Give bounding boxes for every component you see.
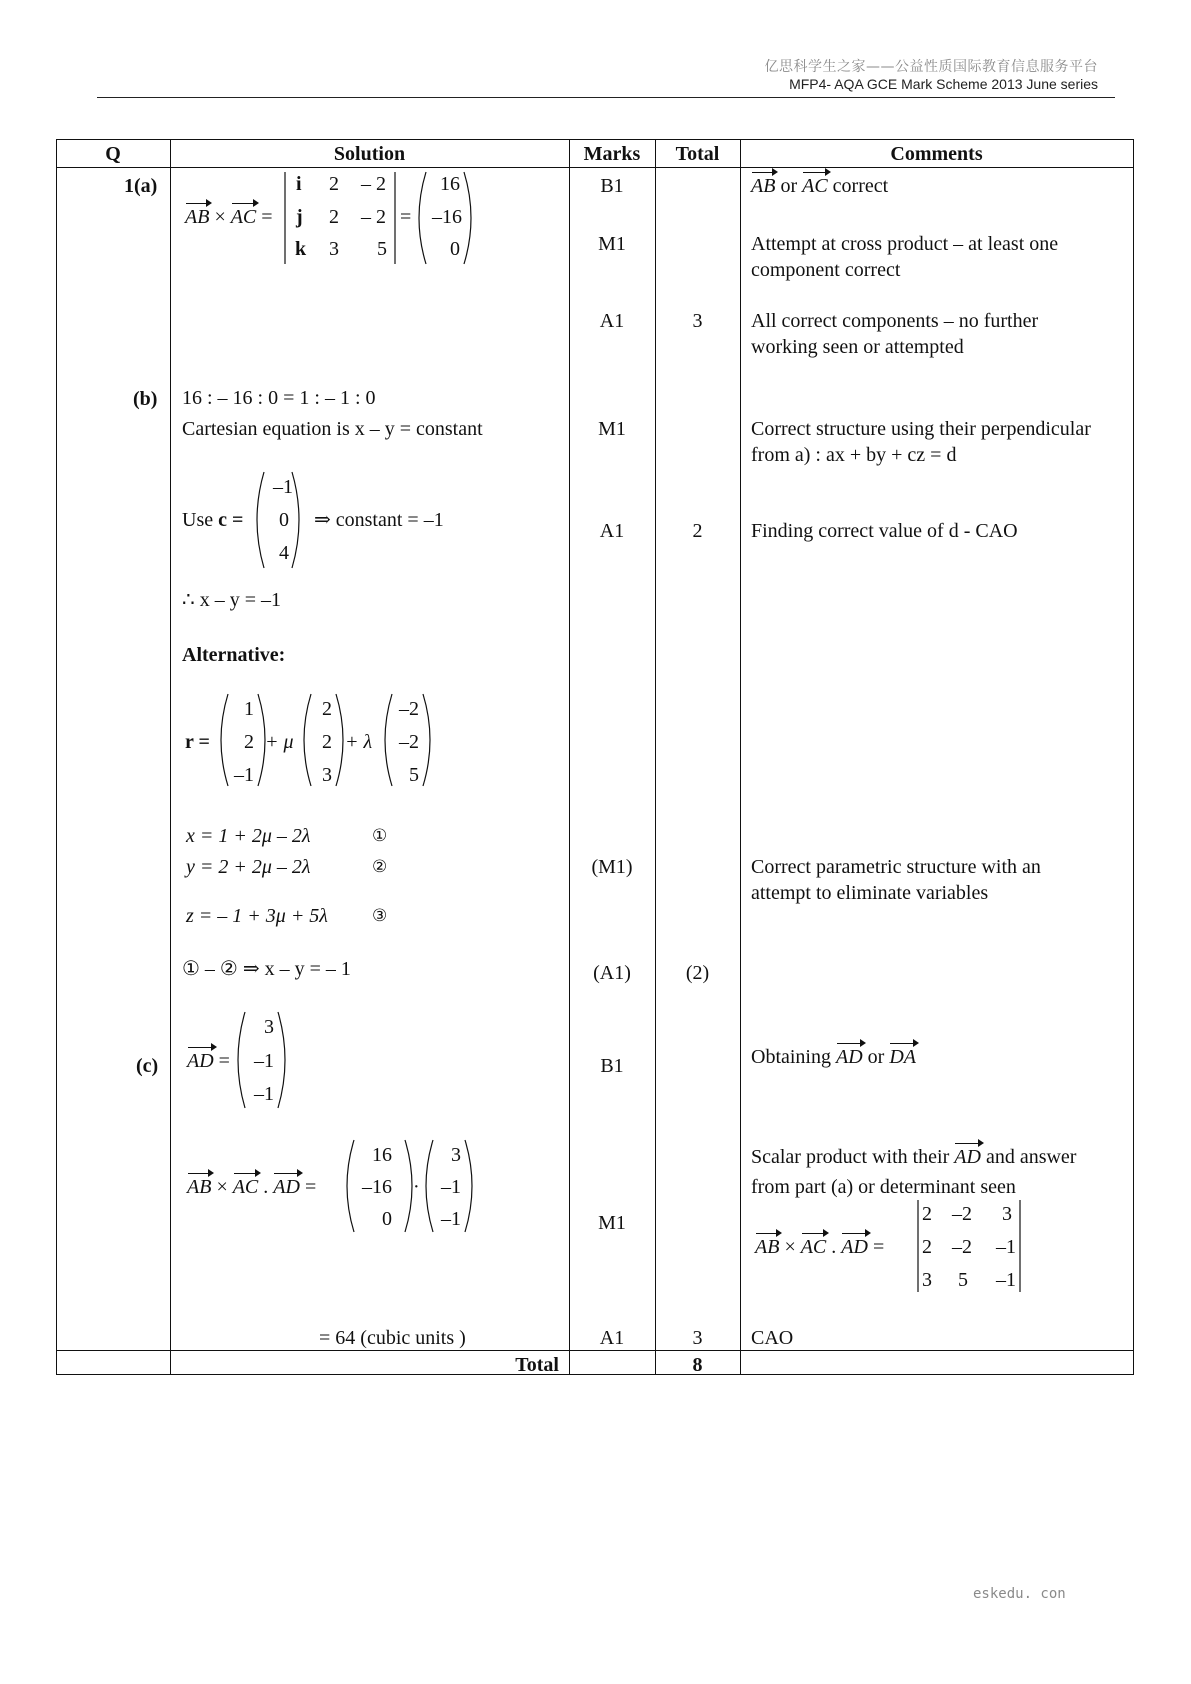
header-q: Q	[105, 143, 121, 165]
det-entry: 2	[922, 1236, 932, 1258]
comment: Obtaining AD or DA	[751, 1046, 917, 1068]
det-entry: 5	[958, 1269, 968, 1291]
mark: A1	[599, 520, 625, 542]
vector-entry: 5	[409, 764, 419, 786]
result-entry: 0	[450, 238, 460, 260]
vector-entry: 2	[322, 698, 332, 720]
result-entry: 16	[440, 173, 460, 195]
det-c3: – 2	[361, 173, 386, 195]
det-c2: 2	[329, 206, 339, 228]
footer-site: eskedu. con	[973, 1586, 1066, 1602]
vector-entry: –2	[399, 731, 419, 753]
det-entry: 3	[922, 1269, 932, 1291]
comment: Scalar product with their AD and answer	[751, 1146, 1077, 1168]
vector-entry: 2	[322, 731, 332, 753]
det-i: i	[296, 173, 302, 195]
r-op-lambda: + λ	[345, 731, 373, 753]
vector-entry: –1	[441, 1176, 461, 1198]
det-entry: –1	[996, 1236, 1016, 1258]
comment: CAO	[751, 1327, 794, 1349]
total-row-label: Total	[515, 1354, 559, 1376]
mark: M1	[598, 418, 626, 440]
total-value: 3	[692, 310, 703, 332]
elimination: ① – ② ⇒ x – y = – 1	[182, 958, 351, 980]
dot-operator: ·	[413, 1176, 420, 1198]
comment: working seen or attempted	[751, 336, 964, 358]
q1c-label: (c)	[136, 1055, 159, 1077]
ad-lhs: AD =	[187, 1050, 230, 1072]
vector-entry: –1	[254, 1050, 274, 1072]
comment: AB or AC correct	[751, 175, 889, 197]
comment: Correct structure using their perpendicular	[751, 418, 1091, 440]
alternative-heading: Alternative:	[182, 644, 286, 666]
param-eq-y: y = 2 + 2μ – 2λ	[186, 856, 311, 878]
comment: from part (a) or determinant seen	[751, 1176, 1016, 1198]
header-solution: Solution	[333, 143, 406, 165]
det-entry: –2	[952, 1236, 972, 1258]
vector-entry: 0	[279, 509, 289, 531]
header-title: MFP4- AQA GCE Mark Scheme 2013 June series	[789, 76, 1098, 92]
comment: from a) : ax + by + cz = d	[751, 444, 957, 466]
det-c2: 3	[329, 238, 339, 260]
cartesian-line: Cartesian equation is x – y = constant	[182, 418, 483, 440]
eq-marker: ③	[372, 906, 388, 926]
vector-entry: 3	[322, 764, 332, 786]
total-value: 2	[692, 520, 703, 542]
det-c3: 5	[377, 238, 387, 260]
vector-entry: 2	[244, 731, 254, 753]
q1a-lhs: AB × AC =	[185, 206, 273, 228]
q1a-equals: =	[400, 206, 412, 228]
det-c2: 2	[329, 173, 339, 195]
mark: M1	[598, 233, 626, 255]
det-entry: 3	[1002, 1203, 1012, 1225]
conclusion: ∴ x – y = –1	[182, 589, 282, 611]
comment: All correct components – no further	[751, 310, 1039, 332]
vector-entry: –1	[254, 1083, 274, 1105]
vector-entry: –1	[441, 1208, 461, 1230]
header-total: Total	[675, 143, 720, 165]
vector-entry: –1	[273, 476, 293, 498]
r-op-mu: + μ	[265, 731, 294, 753]
det-entry: 2	[922, 1203, 932, 1225]
q1b-label: (b)	[133, 388, 158, 410]
eq-marker: ②	[372, 857, 388, 877]
header-marks: Marks	[583, 143, 641, 165]
det-entry: –2	[952, 1203, 972, 1225]
vector-entry: 3	[264, 1016, 274, 1038]
use-c-line: Use c =	[182, 509, 244, 531]
total-row-value: 8	[692, 1354, 703, 1376]
mark: A1	[599, 310, 625, 332]
mark: M1	[598, 1212, 626, 1234]
header-comments: Comments	[890, 143, 983, 165]
constant-result: ⇒ constant = –1	[314, 509, 444, 531]
comment: Finding correct value of d - CAO	[751, 520, 1018, 542]
det-k: k	[295, 238, 307, 260]
r-label: r =	[185, 731, 210, 753]
mark: B1	[600, 175, 624, 197]
det-j: j	[296, 206, 303, 228]
vector-entry: –16	[362, 1176, 392, 1198]
param-eq-x: x = 1 + 2μ – 2λ	[186, 825, 311, 847]
vector-entry: –1	[234, 764, 254, 786]
final-answer: = 64 (cubic units )	[319, 1327, 466, 1349]
total-value: (2)	[685, 962, 710, 984]
q1a-label: 1(a)	[124, 175, 158, 197]
det-entry: –1	[996, 1269, 1016, 1291]
ratio: 16 : – 16 : 0 = 1 : – 1 : 0	[182, 387, 376, 409]
det-lhs: AB × AC . AD =	[755, 1236, 885, 1258]
vector-entry: 1	[244, 698, 254, 720]
vector-entry: 3	[451, 1144, 461, 1166]
vector-entry: 4	[279, 542, 289, 564]
mark: (A1)	[593, 962, 631, 984]
result-entry: –16	[432, 206, 462, 228]
comment: attempt to eliminate variables	[751, 882, 989, 904]
total-value: 3	[692, 1327, 703, 1349]
vector-entry: 16	[372, 1144, 392, 1166]
vector-entry: 0	[382, 1208, 392, 1230]
triple-product-lhs: AB × AC . AD =	[187, 1176, 317, 1198]
vector-entry: –2	[399, 698, 419, 720]
mark: (M1)	[591, 856, 633, 878]
mark: B1	[600, 1055, 624, 1077]
eq-marker: ①	[372, 826, 388, 846]
comment: Correct parametric structure with an	[751, 856, 1041, 878]
det-c3: – 2	[361, 206, 386, 228]
comment: Attempt at cross product – at least one	[751, 233, 1059, 255]
mark: A1	[599, 1327, 625, 1349]
param-eq-z: z = – 1 + 3μ + 5λ	[186, 905, 328, 927]
header-watermark: 亿思科学生之家——公益性质国际教育信息服务平台	[764, 59, 1098, 75]
comment: component correct	[751, 259, 901, 281]
